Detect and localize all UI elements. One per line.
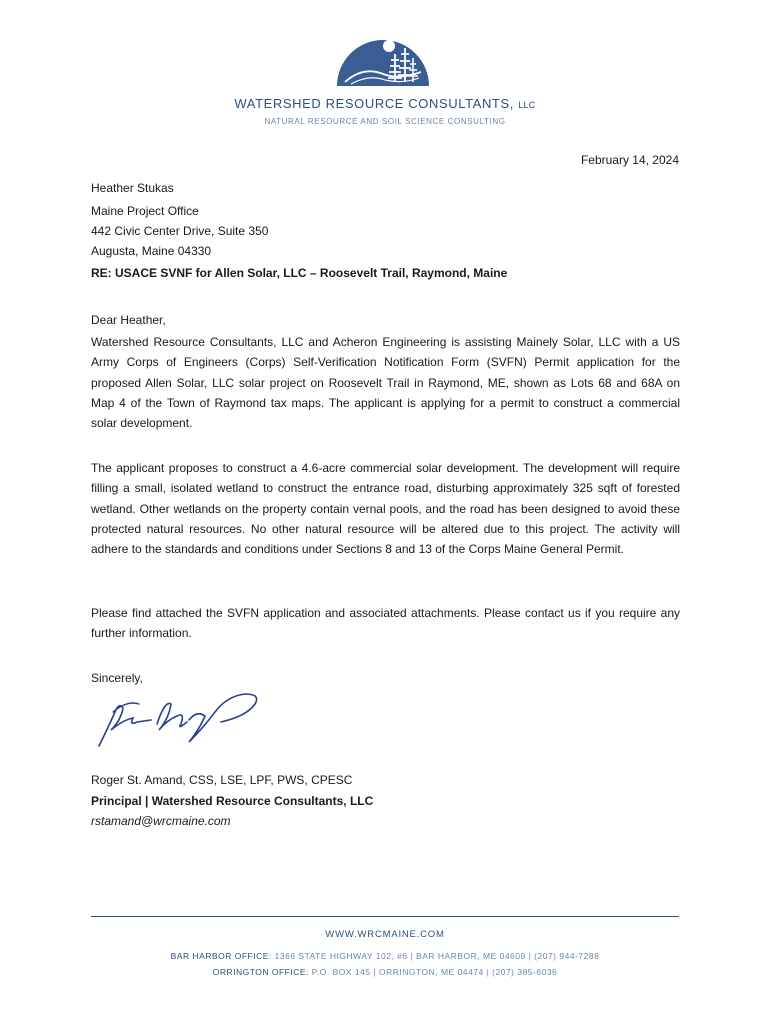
recipient-office: Maine Project Office [91,204,199,218]
salutation: Dear Heather, [91,313,166,327]
handwritten-signature [93,690,265,754]
letter-date: February 14, 2024 [580,153,679,167]
company-name-text: WATERSHED RESOURCE CONSULTANTS, [234,96,514,111]
body-paragraph-1: Watershed Resource Consultants, LLC and Acheron Engineering is assisting Mainely Solar, LLC with a US Army Corps of Engineers (Corps) Self-Verification Notification Form (SVFN) Permit application for the proposed Allen Solar, LLC solar project on Roosevelt Trail in Raymond, ME, shown as Lots 68 and 68A on Map 4 of the Town of Raymond tax maps. The applicant is applying for a permit to construct a commercial solar development. [91,335,680,431]
recipient-name: Heather Stukas [91,181,174,195]
company-suffix: LLC [518,100,536,110]
company-logo [333,30,433,86]
recipient-city: Augusta, Maine 04330 [91,244,212,258]
signer-title: Principal | Watershed Resource Consultants, LLC [91,794,374,808]
signer-email[interactable]: rstamand@wrcmaine.com [91,814,231,828]
body-paragraph-3: Please find attached the SVFN application and associated attachments. Please contact us if you require any further information. [91,606,680,641]
footer-office-bar-harbor [0,951,770,961]
office-details: 1366 STATE HIGHWAY 102, #6 | BAR HARBOR, ME 04609 | (207) 944-7288 [274,951,600,961]
office-details: P.O. BOX 145 | ORRINGTON, ME 04474 | (207) 385-6036 [311,967,558,977]
company-name [0,96,770,111]
recipient-street: 442 Civic Center Drive, Suite 350 [91,224,269,238]
footer-office-orrington [0,967,770,977]
body-paragraph-2: The applicant proposes to construct a 4.6-acre commercial solar development. The development will require filling a small, isolated wetland to construct the entrance road, disturbing approximately 325 sqft of forested wetland. Other wetlands on the property contain vernal pools, and the road has been designed to avoid these protected natural resources. No other natural resource will be altered due to this project. The activity will adhere to the standards and conditions under Sections 8 and 13 of the Corps Maine General Permit. [91,461,680,557]
subject-line: RE: USACE SVNF for Allen Solar, LLC – Roosevelt Trail, Raymond, Maine [91,266,508,280]
company-tagline: NATURAL RESOURCE AND SOIL SCIENCE CONSULTING [264,117,506,126]
signer-name: Roger St. Amand, CSS, LSE, LPF, PWS, CPESC [91,773,353,787]
office-label: BAR HARBOR OFFICE: [170,951,272,961]
office-label: ORRINGTON OFFICE: [212,967,309,977]
footer-website[interactable]: WWW.WRCMAINE.COM [325,929,445,940]
footer-divider [91,916,679,917]
closing: Sincerely, [91,671,143,685]
